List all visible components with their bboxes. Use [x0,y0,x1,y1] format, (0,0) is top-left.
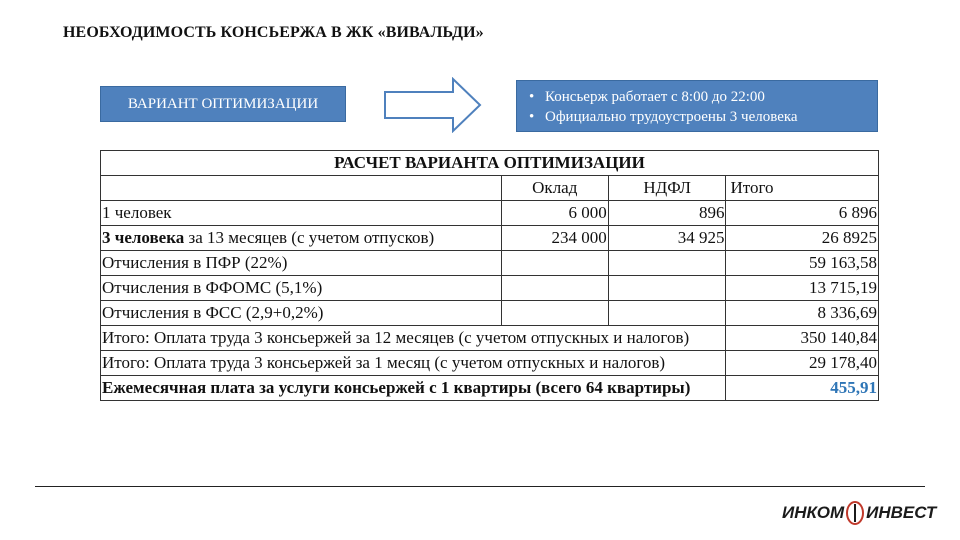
table-row [101,376,879,401]
row-salary: 6 000 [501,201,608,226]
row-tax: 896 [608,201,726,226]
row-salary [501,251,608,276]
row-salary [501,276,608,301]
table-row [101,276,879,301]
row-tax [608,276,726,301]
row-label-rest: за 13 месяцев (с учетом отпусков) [184,228,435,247]
table-row [101,326,879,351]
table-row [101,251,879,276]
info-item-text: Консьерж работает с 8:00 до 22:00 [545,89,765,105]
info-item [529,107,869,127]
row-tax [608,301,726,326]
info-item [529,87,869,107]
row-salary [501,301,608,326]
bullet: • [529,109,535,125]
column-header-tax: НДФЛ [608,176,726,201]
footer-divider [35,486,925,487]
variant-box: ВАРИАНТ ОПТИМИЗАЦИИ [100,86,346,122]
row-label [101,226,502,251]
row-label: Итого: Оплата труда 3 консьержей за 1 месяц (с учетом отпускных и налогов) [101,351,726,376]
row-label: Ежемесячная плата за услуги консьержей с 1 квартиры (всего 64 квартиры) [101,376,726,401]
column-header-total: Итого [726,176,879,201]
row-label-bold: 3 человека [102,228,185,247]
row-label: Отчисления в ФСС (2,9+0,2%) [101,301,502,326]
row-label: Отчисления в ФФОМС (5,1%) [101,276,502,301]
calculation-table [100,150,879,401]
logo-text-right: ИНВЕСТ [866,503,937,522]
logo-mark-icon [845,501,865,525]
row-total: 29 178,40 [726,351,879,376]
row-total: 26 8925 [726,226,879,251]
row-tax [608,251,726,276]
column-header-salary: Оклад [501,176,608,201]
table-row [101,201,879,226]
row-label: 1 человек [101,201,502,226]
right-arrow-icon [383,77,483,133]
column-header-row [101,176,879,201]
table-heading: РАСЧЕТ ВАРИАНТА ОПТИМИЗАЦИИ [101,151,879,176]
bullet: • [529,89,535,105]
row-tax: 34 925 [608,226,726,251]
info-box [516,80,878,132]
header-empty-cell [101,176,502,201]
row-total: 59 163,58 [726,251,879,276]
table-heading-row [101,151,879,176]
row-label: Отчисления в ПФР (22%) [101,251,502,276]
logo-text-left: ИНКОМ [782,503,845,522]
slide-title: НЕОБХОДИМОСТЬ КОНСЬЕРЖА В ЖК «ВИВАЛЬДИ» [63,24,484,41]
row-total: 13 715,19 [726,276,879,301]
row-label: Итого: Оплата труда 3 консьержей за 12 месяцев (с учетом отпускных и налогов) [101,326,726,351]
row-total: 8 336,69 [726,301,879,326]
row-salary: 234 000 [501,226,608,251]
row-total: 6 896 [726,201,879,226]
row-total: 350 140,84 [726,326,879,351]
row-total: 455,91 [726,376,879,401]
table-row [101,226,879,251]
table-row [101,301,879,326]
company-logo [782,501,936,525]
table-row [101,351,879,376]
info-item-text: Официально трудоустроены 3 человека [545,109,798,125]
